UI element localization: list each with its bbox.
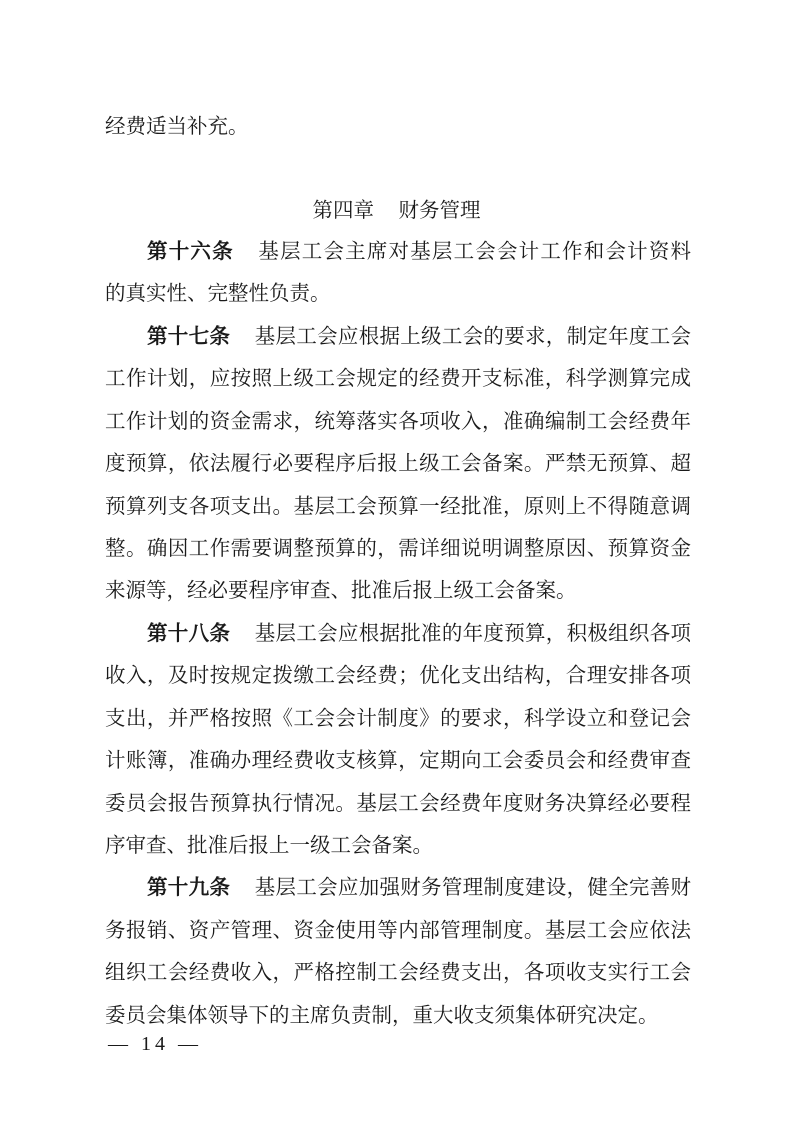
article-17-line-4: 度预算，依法履行必要程序后报上级工会备案。严禁无预算、超	[105, 451, 691, 475]
article-19-line-4: 委员会集体领导下的主席负责制，重大收支须集体研究决定。	[105, 1003, 659, 1027]
chapter-number: 第四章	[312, 198, 374, 222]
article-18-line-6: 序审查、批准后报上一级工会备案。	[105, 833, 433, 857]
article-19-line-3: 组织工会经费收入，严格控制工会经费支出，各项收支实行工会	[105, 960, 691, 984]
article-16-label: 第十六条	[147, 239, 234, 263]
article-18-line-2: 收入，及时按规定拨缴工会经费；优化支出结构，合理安排各项	[105, 663, 691, 687]
article-16-line-2: 的真实性、完整性负责。	[105, 281, 331, 305]
article-17-line-5: 预算列支各项支出。基层工会预算一经批准，原则上不得随意调	[105, 494, 691, 518]
article-19-label: 第十九条	[147, 875, 231, 899]
article-17-label: 第十七条	[147, 324, 231, 348]
article-17-line-3: 工作计划的资金需求，统筹落实各项收入，准确编制工会经费年	[105, 409, 691, 433]
article-17-line-2: 工作计划，应按照上级工会规定的经费开支标准，科学测算完成	[105, 366, 691, 390]
continuation-line: 经费适当补充。	[105, 114, 249, 138]
article-17-line-7: 来源等，经必要程序审查、批准后报上级工会备案。	[105, 578, 577, 602]
article-18-line-5: 委员会报告预算执行情况。基层工会经费年度财务决算经必要程	[105, 791, 691, 815]
article-18-line-1: 第十八条 基层工会应根据批准的年度预算，积极组织各项	[147, 621, 691, 645]
article-18-line-3: 支出，并严格按照《工会会计制度》的要求，科学设立和登记会	[105, 706, 691, 730]
article-16-line-1: 第十六条 基层工会主席对基层工会会计工作和会计资料	[147, 239, 691, 263]
article-18-line-4: 计账簿，准确办理经费收支核算，定期向工会委员会和经费审查	[105, 748, 691, 772]
article-17-line-1: 第十七条 基层工会应根据上级工会的要求，制定年度工会	[147, 324, 691, 348]
article-18-label: 第十八条	[147, 621, 231, 645]
article-17-line-6: 整。确因工作需要调整预算的，需详细说明调整原因、预算资金	[105, 536, 691, 560]
page-number: — 14 —	[108, 1033, 202, 1055]
article-19-line-2: 务报销、资产管理、资金使用等内部管理制度。基层工会应依法	[105, 918, 691, 942]
chapter-heading	[0, 190, 793, 230]
chapter-title: 财务管理	[398, 198, 481, 222]
article-19-line-1: 第十九条 基层工会应加强财务管理制度建设，健全完善财	[147, 875, 691, 899]
